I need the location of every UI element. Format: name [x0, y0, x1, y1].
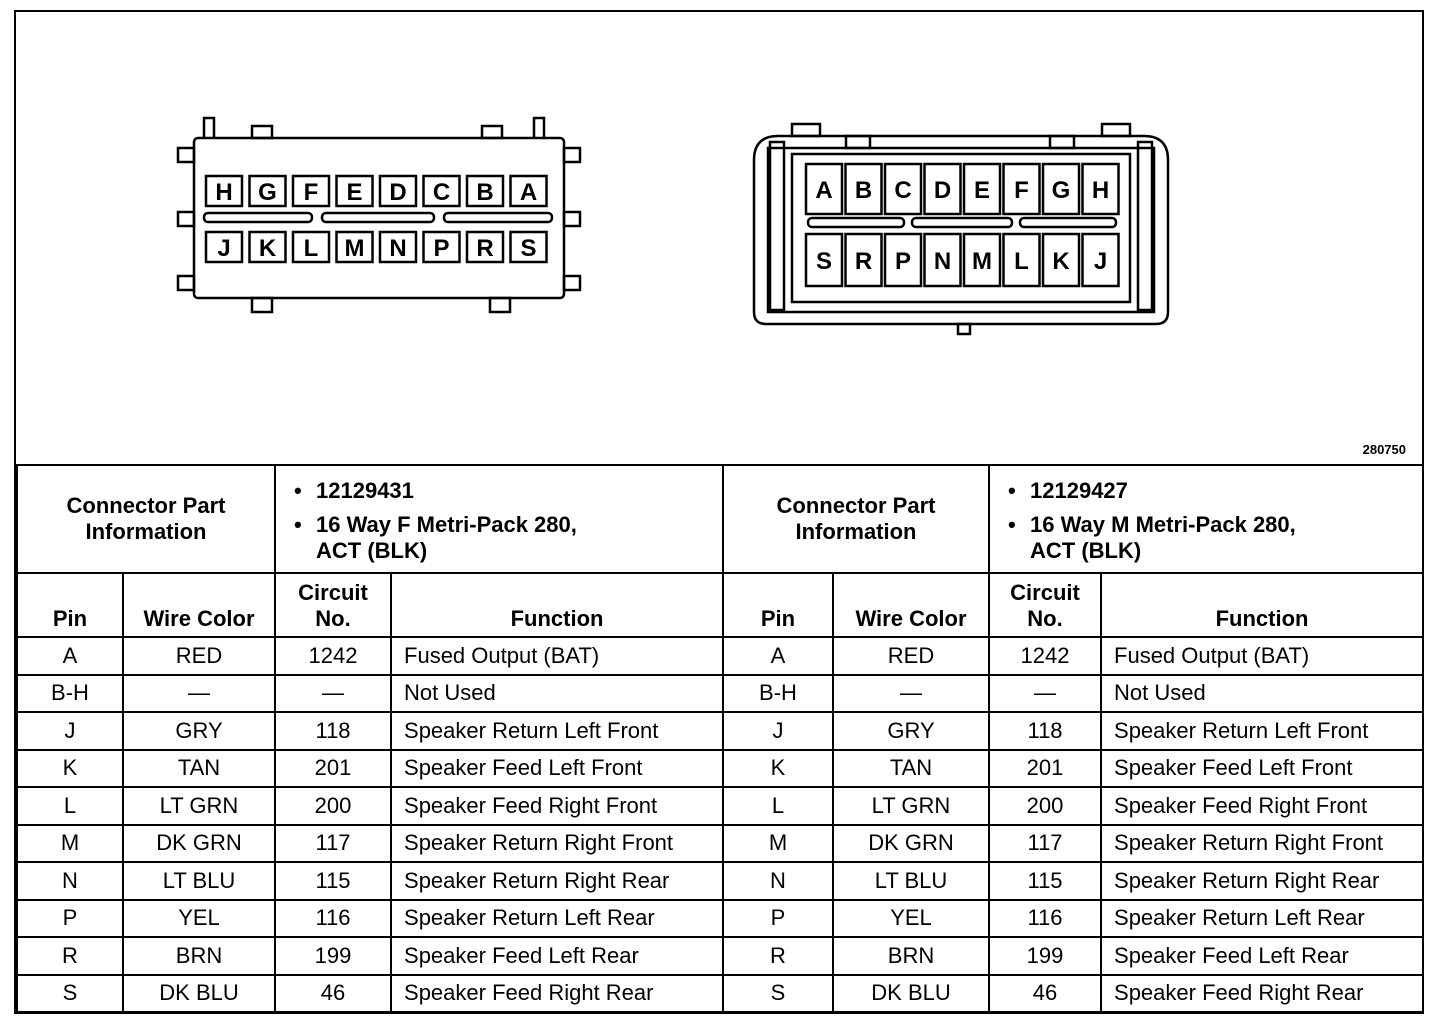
- pin-label: B: [854, 177, 873, 204]
- pin-label: N: [933, 248, 952, 275]
- table-row: [723, 975, 1423, 1013]
- cell-pin: P: [17, 900, 123, 938]
- pin-label: F: [303, 179, 319, 206]
- pin-label: A: [815, 177, 833, 204]
- cell-wire-color: GRY: [123, 712, 275, 750]
- cell-pin: A: [723, 637, 833, 675]
- cell-pin: J: [17, 712, 123, 750]
- cell-circuit: 46: [989, 975, 1101, 1013]
- table-row: [723, 900, 1423, 938]
- cell-circuit: —: [275, 675, 391, 713]
- pinout-tables: [16, 464, 1421, 1014]
- cell-pin: L: [723, 787, 833, 825]
- cell-function: Speaker Feed Right Rear: [1101, 975, 1423, 1013]
- connector-drawings: [16, 12, 1421, 464]
- table-row: [17, 825, 723, 863]
- pin-label: F: [1014, 177, 1029, 204]
- cell-function: Speaker Feed Right Front: [1101, 787, 1423, 825]
- cell-function: Speaker Feed Right Rear: [391, 975, 723, 1013]
- cell-circuit: 118: [989, 712, 1101, 750]
- pin-label: J: [1093, 248, 1108, 275]
- col-header-pin: Pin: [17, 573, 123, 637]
- col-header-wire-color: Wire Color: [123, 573, 275, 637]
- connector-info-label: Connector Part Information: [723, 465, 989, 573]
- cell-pin: A: [17, 637, 123, 675]
- cell-function: Speaker Feed Left Rear: [1101, 937, 1423, 975]
- cell-wire-color: BRN: [123, 937, 275, 975]
- pin-label: D: [933, 177, 952, 204]
- pin-label: M: [344, 235, 365, 262]
- diagram-frame: [14, 10, 1424, 1014]
- cell-wire-color: LT GRN: [123, 787, 275, 825]
- col-header-circuit: Circuit No.: [275, 573, 391, 637]
- cell-circuit: 1242: [275, 637, 391, 675]
- cell-pin: N: [17, 862, 123, 900]
- connector-description: • 16 Way F Metri-Pack 280,: [316, 512, 714, 538]
- table-row: [723, 825, 1423, 863]
- table-row: [17, 862, 723, 900]
- cell-circuit: 46: [275, 975, 391, 1013]
- connector-diagram-area: [16, 12, 1421, 464]
- cell-wire-color: RED: [833, 637, 989, 675]
- cell-pin: S: [17, 975, 123, 1013]
- table-row: [17, 712, 723, 750]
- cell-circuit: 116: [989, 900, 1101, 938]
- cell-circuit: 117: [275, 825, 391, 863]
- cell-wire-color: GRY: [833, 712, 989, 750]
- pin-label: R: [854, 248, 873, 275]
- cell-wire-color: —: [833, 675, 989, 713]
- cell-circuit: —: [989, 675, 1101, 713]
- table-row: [723, 937, 1423, 975]
- cell-wire-color: TAN: [123, 750, 275, 788]
- cell-wire-color: RED: [123, 637, 275, 675]
- cell-wire-color: LT BLU: [123, 862, 275, 900]
- pin-label: P: [433, 235, 450, 262]
- cell-function: Speaker Return Left Rear: [391, 900, 723, 938]
- pin-label: E: [346, 179, 363, 206]
- cell-circuit: 117: [989, 825, 1101, 863]
- connector-info-details: [275, 465, 723, 573]
- table-row: [17, 637, 723, 675]
- cell-circuit: 201: [275, 750, 391, 788]
- table-row: [17, 750, 723, 788]
- cell-function: Speaker Return Right Front: [391, 825, 723, 863]
- cell-circuit: 201: [989, 750, 1101, 788]
- cell-wire-color: DK GRN: [123, 825, 275, 863]
- cell-pin: B-H: [723, 675, 833, 713]
- pin-label: A: [519, 179, 538, 206]
- cell-circuit: 115: [989, 862, 1101, 900]
- cell-wire-color: YEL: [123, 900, 275, 938]
- col-header-pin: Pin: [723, 573, 833, 637]
- pin-label: B: [476, 179, 494, 206]
- cell-function: Speaker Return Right Rear: [391, 862, 723, 900]
- cell-function: Not Used: [391, 675, 723, 713]
- pin-label: E: [973, 177, 991, 204]
- pin-label: P: [894, 248, 912, 275]
- cell-circuit: 199: [989, 937, 1101, 975]
- cell-wire-color: TAN: [833, 750, 989, 788]
- cell-function: Speaker Return Left Front: [1101, 712, 1423, 750]
- col-header-circuit: Circuit No.: [989, 573, 1101, 637]
- connector-description-cont: ACT (BLK): [1030, 538, 1142, 563]
- table-row: [723, 862, 1423, 900]
- cell-pin: M: [723, 825, 833, 863]
- pin-label: D: [389, 179, 407, 206]
- pin-label: J: [217, 235, 231, 262]
- cell-function: Speaker Return Left Front: [391, 712, 723, 750]
- cell-pin: M: [17, 825, 123, 863]
- pin-label: S: [815, 248, 833, 275]
- cell-function: Speaker Return Left Rear: [1101, 900, 1423, 938]
- cell-function: Speaker Return Right Rear: [1101, 862, 1423, 900]
- table-row: [17, 975, 723, 1013]
- pinout-table-female: [16, 464, 724, 1013]
- table-row: [723, 675, 1423, 713]
- cell-wire-color: BRN: [833, 937, 989, 975]
- cell-wire-color: DK BLU: [833, 975, 989, 1013]
- cell-function: Not Used: [1101, 675, 1423, 713]
- table-row: [17, 675, 723, 713]
- cell-circuit: 200: [989, 787, 1101, 825]
- cell-pin: R: [723, 937, 833, 975]
- pin-label: M: [972, 248, 992, 275]
- pin-label: L: [1014, 248, 1029, 275]
- cell-function: Speaker Feed Right Front: [391, 787, 723, 825]
- cell-function: Fused Output (BAT): [391, 637, 723, 675]
- cell-function: Speaker Feed Left Rear: [391, 937, 723, 975]
- cell-pin: S: [723, 975, 833, 1013]
- figure-id: 280750: [1362, 442, 1406, 457]
- cell-pin: N: [723, 862, 833, 900]
- cell-circuit: 118: [275, 712, 391, 750]
- pin-label: K: [1052, 248, 1070, 275]
- cell-pin: P: [723, 900, 833, 938]
- cell-wire-color: YEL: [833, 900, 989, 938]
- cell-pin: L: [17, 787, 123, 825]
- cell-pin: K: [723, 750, 833, 788]
- cell-function: Fused Output (BAT): [1101, 637, 1423, 675]
- pin-label: S: [520, 235, 537, 262]
- table-row: [17, 900, 723, 938]
- cell-function: Speaker Feed Left Front: [1101, 750, 1423, 788]
- connector-info-details: [989, 465, 1423, 573]
- table-row: [723, 637, 1423, 675]
- pin-label: C: [894, 177, 912, 204]
- cell-wire-color: DK GRN: [833, 825, 989, 863]
- cell-pin: B-H: [17, 675, 123, 713]
- cell-pin: J: [723, 712, 833, 750]
- pin-label: L: [303, 235, 319, 262]
- cell-wire-color: DK BLU: [123, 975, 275, 1013]
- pin-label: H: [215, 179, 233, 206]
- cell-pin: R: [17, 937, 123, 975]
- part-number: • 12129431: [316, 478, 714, 504]
- cell-circuit: 115: [275, 862, 391, 900]
- cell-circuit: 1242: [989, 637, 1101, 675]
- table-row: [723, 787, 1423, 825]
- pin-label: K: [258, 235, 277, 262]
- cell-pin: K: [17, 750, 123, 788]
- part-number: • 12129427: [1030, 478, 1414, 504]
- table-row: [17, 787, 723, 825]
- col-header-wire-color: Wire Color: [833, 573, 989, 637]
- pin-label: N: [389, 235, 407, 262]
- pinout-table-male: [722, 464, 1424, 1013]
- table-row: [17, 937, 723, 975]
- cell-circuit: 116: [275, 900, 391, 938]
- connector-description-cont: ACT (BLK): [316, 538, 428, 563]
- connector-info-label: Connector Part Information: [17, 465, 275, 573]
- table-row: [723, 750, 1423, 788]
- connector-left-drawing: [178, 118, 580, 312]
- pin-label: G: [1051, 177, 1071, 204]
- pin-label: G: [258, 179, 277, 206]
- pin-label: H: [1091, 177, 1110, 204]
- cell-wire-color: LT GRN: [833, 787, 989, 825]
- table-row: [723, 712, 1423, 750]
- cell-circuit: 199: [275, 937, 391, 975]
- cell-wire-color: —: [123, 675, 275, 713]
- cell-circuit: 200: [275, 787, 391, 825]
- cell-function: Speaker Return Right Front: [1101, 825, 1423, 863]
- pin-label: R: [476, 235, 494, 262]
- col-header-function: Function: [1101, 573, 1423, 637]
- connector-description: • 16 Way M Metri-Pack 280,: [1030, 512, 1414, 538]
- col-header-function: Function: [391, 573, 723, 637]
- cell-function: Speaker Feed Left Front: [391, 750, 723, 788]
- pin-label: C: [432, 179, 451, 206]
- connector-right-drawing: [754, 124, 1168, 334]
- cell-wire-color: LT BLU: [833, 862, 989, 900]
